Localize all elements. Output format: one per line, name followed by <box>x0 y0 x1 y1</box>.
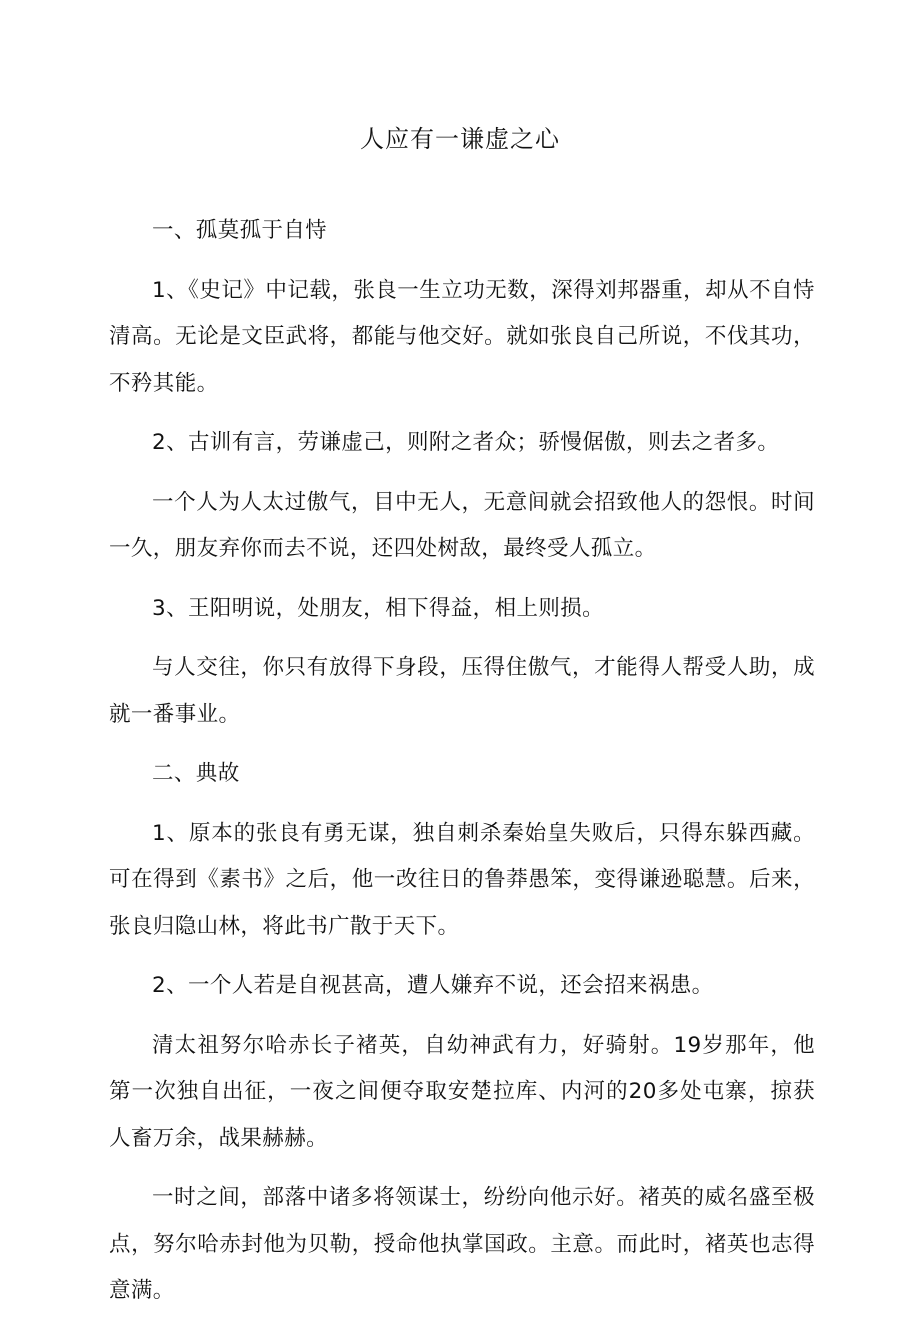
paragraph: 一个人为人太过傲气，目中无人，无意间就会招致他人的怨恨。时间一久，朋友弃你而去不说，还四处树敌，最终受人孤立。 <box>109 489 815 561</box>
paragraph: 一时之间，部落中诸多将领谋士，纷纷向他示好。褚英的威名盛至极点，努尔哈赤封他为贝勒，授命他执掌国政。主意。而此时，褚英也志得意满。 <box>109 1185 815 1303</box>
document-title: 人应有一谦虚之心 <box>360 125 560 153</box>
paragraph: 2、古训有言，劳谦虚己，则附之者众；骄慢倨傲，则去之者多。 <box>152 430 780 455</box>
paragraph: 1、原本的张良有勇无谋，独自刺杀秦始皇失败后，只得东躲西藏。可在得到《素书》之后，他一改往日的鲁莽愚笨，变得谦逊聪慧。后来，张良归隐山林，将此书广散于天下。 <box>109 820 815 939</box>
document-body <box>109 208 815 1328</box>
paragraph: 2、一个人若是自视甚高，遭人嫌弃不说，还会招来祸患。 <box>152 973 714 998</box>
paragraph: 1、《史记》中记载，张良一生立功无数，深得刘邦器重，却从不自恃清高。无论是文臣武将，都能与他交好。就如张良自己所说，不伐其功，不矜其能。 <box>109 277 815 396</box>
section-heading: 一、孤莫孤于自恃 <box>152 218 328 243</box>
section-heading: 二、典故 <box>152 761 240 786</box>
paragraph: 清太祖努尔哈赤长子褚英，自幼神武有力，好骑射。19岁那年，他第一次独自出征，一夜之间便夺取安楚拉库、内河的20多处屯寨，掠获人畜万余，战果赫赫。 <box>109 1032 815 1151</box>
paragraph: 与人交往，你只有放得下身段，压得住傲气，才能得人帮受人助，成就一番事业。 <box>109 655 815 727</box>
paragraph: 3、王阳明说，处朋友，相下得益，相上则损。 <box>152 595 605 621</box>
